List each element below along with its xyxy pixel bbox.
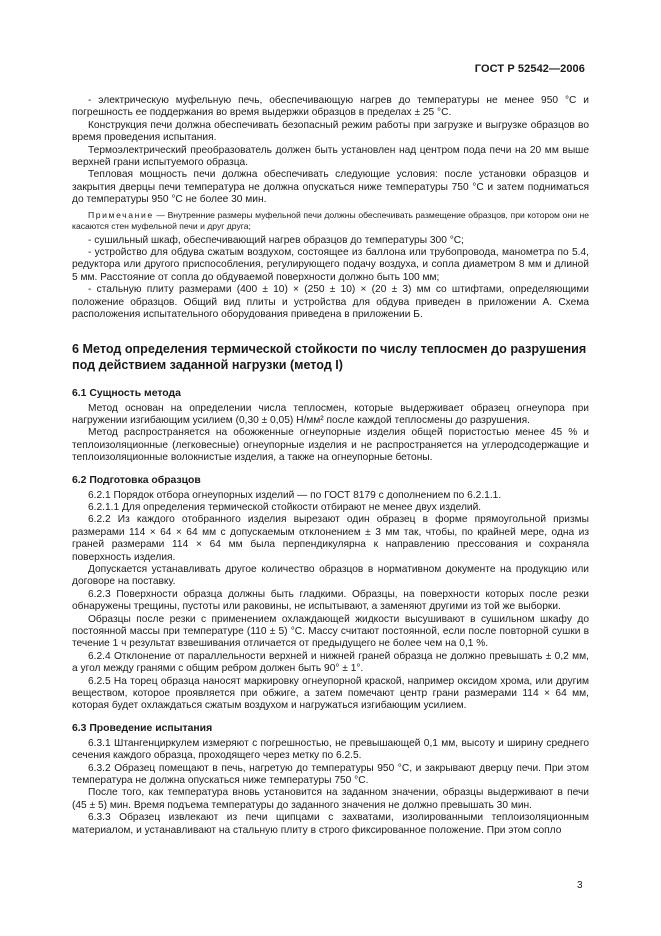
paragraph-steel-plate: - стальную плиту размерами (400 ± 10) × (250 ± 10) × (20 ± 3) мм со штифтами, определяющими положение образцов. Общий вид плиты и устройства для обдува приведен в приложении А. Схема расположения испытательного оборудования приведена в приложении Б. — [72, 284, 589, 321]
paragraph-6-2-1-1: 6.2.1.1 Для определения термической стойкости отбирают не менее двух изделий. — [88, 501, 482, 513]
section-6-title: 6 Метод определения термической стойкости по числу теплосмен до разрушения под действием заданной нагрузки (метод I) — [72, 341, 587, 372]
note-label: Примечание — [88, 209, 154, 220]
paragraph-6-1-b: Метод распространяется на обожженные огнеупорные изделия общей пористостью менее 45 % и теплоизоляционные (легковесные) огнеупорные изделия и не распространяется на углеродсодержащие и теплоизоляционные волокнистые изделия, а также на огнеупорные бетоны. — [72, 427, 589, 464]
standard-header: ГОСТ Р 52542—2006 — [474, 63, 585, 75]
section-6-1-title: 6.1 Сущность метода — [72, 387, 181, 399]
paragraph-6-3-3: 6.3.3 Образец извлекают из печи щипцами с захватами, изолированными теплоизоляционным материалом, и устанавливают на стальную плиту в строго фиксированное положение. При этом сопло — [72, 812, 589, 836]
paragraph-6-1-a: Метод основан на определении числа теплосмен, которые выдерживает образец огнеупора при нагружении изгибающим усилием (0,30 ± 0,05) Н/мм² после каждой теплосмены до разрушения. — [72, 402, 589, 426]
paragraph-furnace-design: Конструкция печи должна обеспечивать безопасный режим работы при загрузке и выгрузке образцов во время проведения испытания. — [72, 119, 589, 144]
paragraph-6-3-2-b: После того, как температура вновь установится на заданном значении, образцы выдерживают в печи (45 ± 5) мин. Время подъема температуры до заданного значения не должно превышать 30 мин. — [72, 787, 589, 811]
page-number: 3 — [577, 880, 583, 891]
paragraph-6-3-1: 6.3.1 Штангенциркулем измеряют с погрешностью, не превышающей 0,1 мм, высоту и ширину среднего сечения каждого образца, проходящего через метку по 6.2.5. — [72, 737, 589, 762]
paragraph-air-blower: - устройство для обдува сжатым воздухом, состоящее из баллона или трубопровода, манометра по 5.4, редуктора или другого приспособления, регулирующего подачу воздуха, и сопла диаметром 8 мм и длиной 5 мм. Расстояние от сопла до обдуваемой поверхности должно быть 100 мм; — [72, 247, 589, 283]
note — [72, 210, 589, 232]
section-6-2-title: 6.2 Подготовка образцов — [72, 474, 201, 486]
paragraph-thermal-power: Тепловая мощность печи должна обеспечивать следующие условия: после установки образцов и закрытия дверцы печи температура не должна опускаться ниже температуры 750 °С и затем подниматься до температуры 950 °С не более 30 мин. — [72, 169, 589, 206]
paragraph-6-2-3: 6.2.3 Поверхности образца должны быть гладкими. Образцы, на поверхности которых после резки обнаружены трещины, пустоты или раковины, не испытывают, а заменяют другими из той же выборки. — [72, 588, 589, 613]
note-text: — Внутренние размеры муфельной печи должны обеспечивать размещение образцов, при котором они не касаются стен муфельной печи и друг друга; — [72, 209, 590, 231]
paragraph-furnace: - электрическую муфельную печь, обеспечивающую нагрев до температуры не менее 950 °С и погрешность ее поддержания во время выдержки образцов в пределах ± 25 °С. — [72, 95, 589, 119]
paragraph-6-2-2: 6.2.2 Из каждого отобранного изделия вырезают один образец в форме прямоугольной призмы размерами 114 × 64 × 64 мм с допускаемым отклонением ± 3 мм так, чтобы, по крайней мере, одна из граней размерами 114 × 64 мм была перпендикулярна к направлению прессования и сохраняла поверхность изделия. — [72, 514, 589, 563]
paragraph-6-2-3-b: Образцы после резки с применением охлаждающей жидкости высушивают в сушильном шкафу до постоянной массы при температуре (110 ± 5) °С. Массу считают постоянной, если после повторной сушки в течение 1 ч результат взвешивания отличается от предыдущего не более чем на 0,1 %. — [72, 613, 589, 650]
section-6-3-title: 6.3 Проведение испытания — [72, 722, 213, 734]
paragraph-6-2-2-b: Допускается устанавливать другое количество образцов в нормативном документе на продукцию или договоре на поставку. — [72, 563, 589, 588]
paragraph-drying-cabinet: - сушильный шкаф, обеспечивающий нагрев образцов до температуры 300 °С; — [88, 234, 464, 246]
paragraph-6-3-2: 6.3.2 Образец помещают в печь, нагретую до температуры 950 °С, и закрывают дверцу печи. При этом температура не должна опускаться ниже температуры 750 °С. — [72, 762, 589, 787]
paragraph-6-2-4: 6.2.4 Отклонение от параллельности верхней и нижней граней образца не должно превышать ± 0,2 мм, а угол между гранями с общим ребром должен быть 90° ± 1°. — [72, 650, 589, 675]
paragraph-6-2-1: 6.2.1 Порядок отбора огнеупорных изделий — по ГОСТ 8179 с дополнением по 6.2.1.1. — [88, 489, 502, 501]
paragraph-6-2-5: 6.2.5 На торец образца наносят маркировку огнеупорной краской, например оксидом хрома, или другим веществом, которое проявляется при обжиге, а затем помечают центр грани размерами 114 × 64 мм, которая будет охлаждаться сжатым воздухом и нагружаться изгибающим усилием. — [72, 675, 589, 712]
paragraph-thermocouple: Термоэлектрический преобразователь должен быть установлен над центром пода печи на 20 мм выше верхней грани испытуемого образца. — [72, 144, 589, 169]
page-content — [72, 95, 589, 837]
